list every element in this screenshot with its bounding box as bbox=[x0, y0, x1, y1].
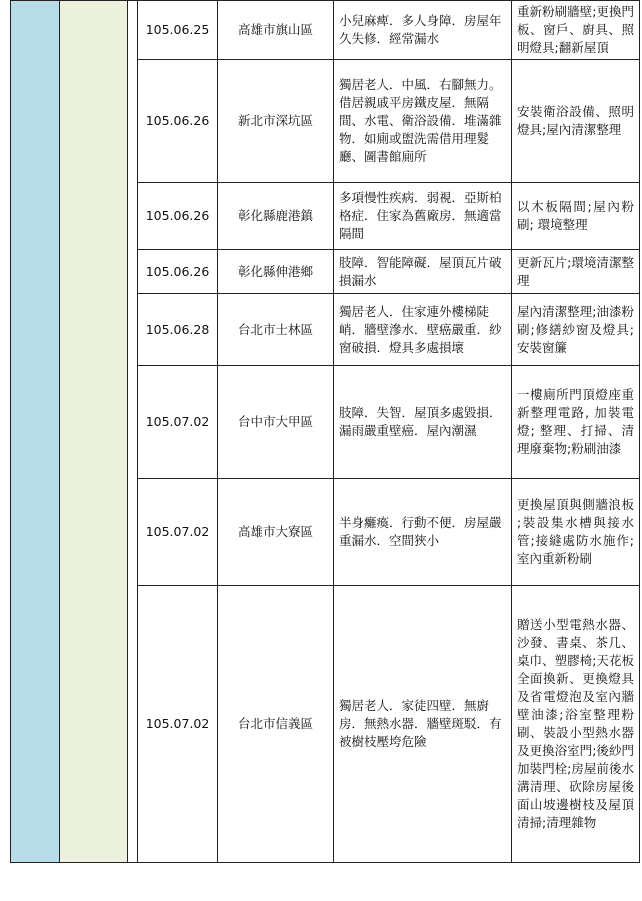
location-cell: 新北市深坑區 bbox=[218, 60, 334, 183]
first-column-cell bbox=[11, 1, 60, 863]
situation-cell: 肢障．智能障礙．屋頂瓦片破損漏水 bbox=[334, 250, 512, 294]
records-table-body bbox=[11, 1, 640, 863]
location-cell: 高雄市旗山區 bbox=[218, 1, 334, 60]
improvement-cell: 一樓廁所門頂燈座重新整理電路, 加裝電燈; 整理、打掃、清理廢棄物;粉刷油漆 bbox=[512, 366, 640, 479]
improvement-cell: 安裝衛浴設備、照明燈具;屋內清潔整理 bbox=[512, 60, 640, 183]
table-row bbox=[11, 1, 640, 60]
improvement-cell: 重新粉刷牆壁;更換門板、窗戶、廚具、照明燈具;翻新屋頂 bbox=[512, 1, 640, 60]
location-cell: 台中市大甲區 bbox=[218, 366, 334, 479]
situation-cell: 獨居老人．家徒四壁．無廚房．無熱水器．牆壁斑駁．有被樹枝壓垮危險 bbox=[334, 586, 512, 863]
improvement-cell: 更換屋頂與側牆浪板 ;裝設集水槽與接水管;接縫處防水施作;室內重新粉刷 bbox=[512, 479, 640, 586]
location-cell: 彰化縣鹿港鎮 bbox=[218, 183, 334, 250]
date-cell: 105.06.25 bbox=[138, 1, 218, 60]
location-cell: 高雄市大寮區 bbox=[218, 479, 334, 586]
date-cell: 105.06.26 bbox=[138, 183, 218, 250]
situation-cell: 小兒麻痺．多人身障．房屋年久失修．經常漏水 bbox=[334, 1, 512, 60]
situation-cell: 獨居老人．住家連外樓梯陡峭．牆壁滲水．壁癌嚴重．紗窗破損．燈具多處損壞 bbox=[334, 294, 512, 366]
situation-cell: 肢障．失智．屋頂多處毀損．漏雨嚴重壁癌．屋內潮濕 bbox=[334, 366, 512, 479]
location-cell: 台北市信義區 bbox=[218, 586, 334, 863]
spacer-column-cell bbox=[128, 1, 138, 863]
situation-cell: 多項慢性疾病．弱視．亞斯柏格症．住家為舊廠房．無適當隔間 bbox=[334, 183, 512, 250]
date-cell: 105.06.28 bbox=[138, 294, 218, 366]
situation-cell: 獨居老人．中風．右腳無力。借居親戚平房鐵皮屋．無隔間、水電、衛浴設備．堆滿雜物．如廁或盥洗需借用理髮廳、圖書館廁所 bbox=[334, 60, 512, 183]
improvement-cell: 以木板隔間;屋內粉刷; 環境整理 bbox=[512, 183, 640, 250]
records-table bbox=[10, 0, 640, 863]
date-cell: 105.07.02 bbox=[138, 366, 218, 479]
date-cell: 105.07.02 bbox=[138, 479, 218, 586]
improvement-cell: 贈送小型電熱水器、沙發、書桌、茶几、桌巾、塑膠椅;天花板全面換新、更換燈具及省電燈泡及室內牆壁油漆;浴室整理粉刷、裝設小型熱水器及更換浴室門;後紗門加裝門栓;房屋前後水溝清理、砍除房屋後面山坡邊樹枝及屋頂清掃;清理雜物 bbox=[512, 586, 640, 863]
second-column-cell bbox=[60, 1, 128, 863]
location-cell: 台北市士林區 bbox=[218, 294, 334, 366]
date-cell: 105.06.26 bbox=[138, 60, 218, 183]
improvement-cell: 屋內清潔整理;油漆粉刷;修繕紗窗及燈具;安裝窗簾 bbox=[512, 294, 640, 366]
situation-cell: 半身癱瘓．行動不便．房屋嚴重漏水．空間狹小 bbox=[334, 479, 512, 586]
improvement-cell: 更新瓦片;環境清潔整理 bbox=[512, 250, 640, 294]
date-cell: 105.07.02 bbox=[138, 586, 218, 863]
date-cell: 105.06.26 bbox=[138, 250, 218, 294]
location-cell: 彰化縣伸港鄉 bbox=[218, 250, 334, 294]
